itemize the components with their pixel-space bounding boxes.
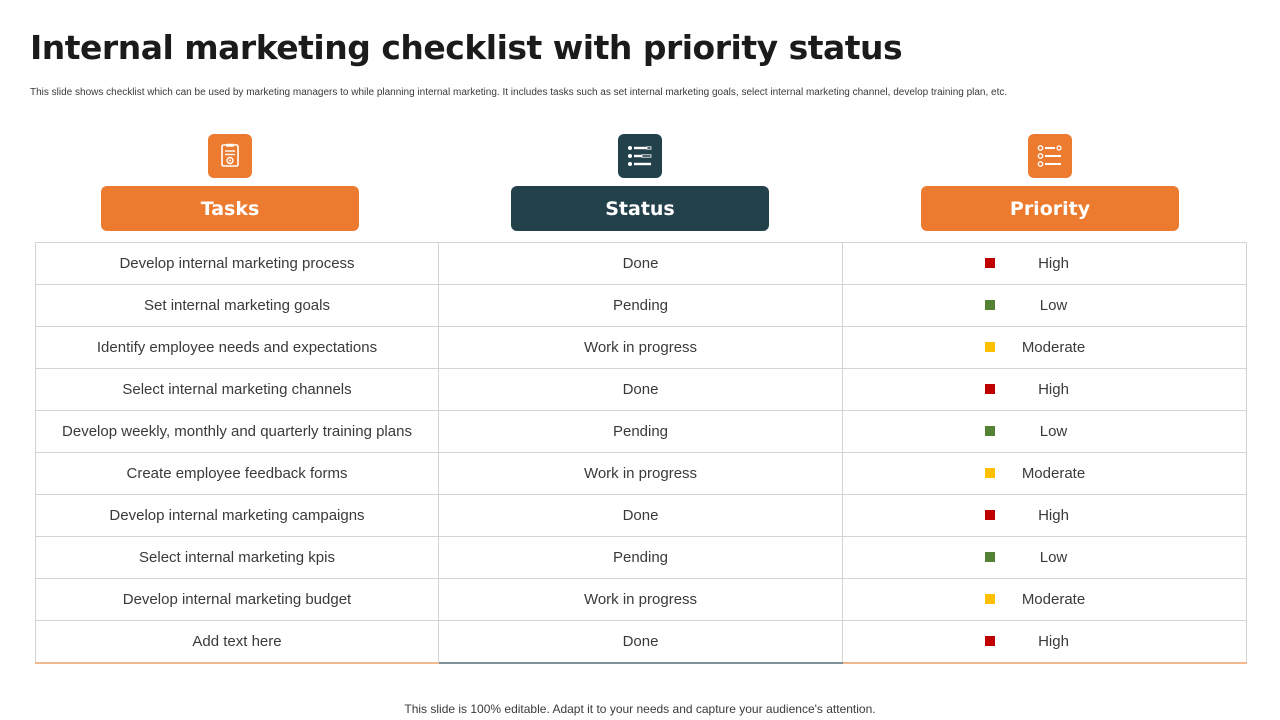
priority-label: Moderate [1021,338,1086,356]
priority-square-icon [985,342,995,352]
task-cell: Set internal marketing goals [36,285,439,327]
priority-cell [843,411,1247,453]
priority-list-icon [1028,134,1072,178]
priority-cell [843,327,1247,369]
priority-square-icon [985,300,995,310]
progress-list-icon [618,134,662,178]
status-cell: Pending [439,285,843,327]
priority-label: High [1038,506,1069,524]
priority-cell [843,495,1247,537]
priority-cell [843,369,1247,411]
table-row [36,621,1247,664]
status-cell: Work in progress [439,453,843,495]
table-row [36,285,1247,327]
status-cell: Done [439,621,843,664]
footer-note: This slide is 100% editable. Adapt it to your needs and capture your audience's attention. [404,702,876,716]
priority-square-icon [985,594,995,604]
priority-cell [843,621,1247,664]
priority-indicator [985,465,1105,482]
task-cell: Develop weekly, monthly and quarterly training plans [36,411,439,453]
priority-indicator [985,255,1105,272]
table-row [36,243,1247,285]
priority-cell [843,453,1247,495]
task-cell: Add text here [36,621,439,664]
task-cell: Select internal marketing channels [36,369,439,411]
page-title: Internal marketing checklist with priority status [30,28,903,67]
priority-square-icon [985,426,995,436]
priority-indicator [985,549,1105,566]
table-row [36,537,1247,579]
status-cell: Pending [439,537,843,579]
priority-label: High [1038,632,1069,650]
checklist-table [35,242,1247,664]
task-cell: Identify employee needs and expectations [36,327,439,369]
priority-label: High [1038,254,1069,272]
priority-square-icon [985,636,995,646]
status-cell: Pending [439,411,843,453]
header-tasks: Tasks [101,186,359,231]
priority-label: Low [1039,296,1068,314]
table-row [36,453,1247,495]
page-subtitle: This slide shows checklist which can be used by marketing managers to while planning internal marketing. It includes tasks such as set internal marketing goals, select internal marketing channel, develop training plan, etc. [30,87,1008,98]
priority-indicator [985,297,1105,314]
task-cell: Develop internal marketing budget [36,579,439,621]
priority-label: Moderate [1021,464,1086,482]
status-cell: Done [439,369,843,411]
status-cell: Done [439,495,843,537]
priority-cell [843,243,1247,285]
header-status: Status [511,186,769,231]
priority-cell [843,579,1247,621]
status-cell: Done [439,243,843,285]
table-row [36,369,1247,411]
priority-cell [843,285,1247,327]
priority-square-icon [985,258,995,268]
priority-label: Low [1039,548,1068,566]
priority-indicator [985,423,1105,440]
status-cell: Work in progress [439,579,843,621]
header-priority: Priority [921,186,1179,231]
table-row [36,411,1247,453]
priority-square-icon [985,510,995,520]
priority-indicator [985,633,1105,650]
task-cell: Develop internal marketing campaigns [36,495,439,537]
task-cell: Create employee feedback forms [36,453,439,495]
task-cell: Select internal marketing kpis [36,537,439,579]
priority-square-icon [985,384,995,394]
priority-indicator [985,507,1105,524]
priority-cell [843,537,1247,579]
document-checklist-icon [208,134,252,178]
priority-square-icon [985,552,995,562]
table-row [36,495,1247,537]
priority-indicator [985,591,1105,608]
priority-label: High [1038,380,1069,398]
task-cell: Develop internal marketing process [36,243,439,285]
table-row [36,327,1247,369]
priority-label: Moderate [1021,590,1086,608]
status-cell: Work in progress [439,327,843,369]
priority-square-icon [985,468,995,478]
priority-label: Low [1039,422,1068,440]
priority-indicator [985,339,1105,356]
priority-indicator [985,381,1105,398]
table-row [36,579,1247,621]
